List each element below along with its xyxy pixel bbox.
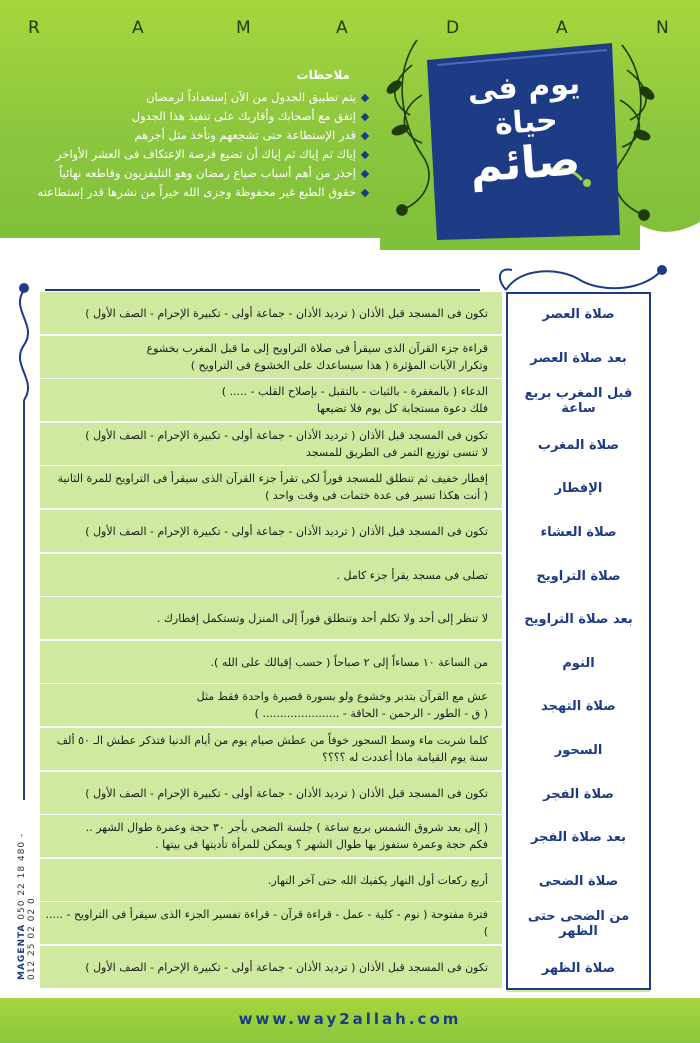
schedule-description <box>40 336 502 380</box>
print-code <box>17 820 37 980</box>
schedule-time-label: صلاة الظهر <box>507 946 650 992</box>
footer-url-link[interactable]: www.way2allah.com <box>238 1010 462 1028</box>
note-item: يتم تطبيق الجدول من الآن إستعداداً لرمضان <box>40 88 370 107</box>
schedule-description-line: ( إلى بعد شروق الشمس بربع ساعة ) جلسة الضحى بأجر ٣٠ حجة وعمرة طوال الشهر .. <box>85 821 488 834</box>
schedule-description-line: فلك دعوة مستجابة كل يوم فلا تضيعها <box>316 402 488 415</box>
notes-panel <box>37 68 370 202</box>
schedule-description-line: الدعاء ( بالمغفرة - بالثبات - بالتقبل - بإصلاح القلب - ..... ) <box>221 385 488 398</box>
schedule-description-line: تصلى فى مسجد يقرأ جزء كامل . <box>336 568 488 582</box>
schedule-description-line: تكون فى المسجد قبل الأذان ( ترديد الأذان - جماعة أولى - تكبيرة الإحرام - الصف الأول ) <box>85 306 488 320</box>
schedule-description <box>40 379 502 423</box>
schedule-description <box>40 772 502 816</box>
schedule-description-line: عش مع القرآن بتدبر وخشوع ولو بسورة قصيرة واحدة فقط مثل <box>196 690 488 703</box>
banner-title-line2: صائم <box>468 134 582 193</box>
schedule-time-label: السحور <box>507 728 650 774</box>
note-item: إحذر من أهم أسباب ضياع رمضان وهو التليفزيون وقاطعه نهائياً <box>40 164 370 183</box>
schedule-description-line: كلما شربت ماء وسط السحور خوفاً من عطش صيام يوم من أيام الدنيا فتذكر عطش الـ ٥٠ ألف <box>56 734 488 747</box>
schedule-time-label: الإفطار <box>507 466 650 512</box>
note-item: إتفق مع أصحابك وأقاربك على تنفيذ هذا الجدول <box>40 107 370 126</box>
schedule-description-line: لا تنسى توزيع التمر فى الطريق للمسجد <box>306 446 488 459</box>
schedule-time-label: صلاة التراويح <box>507 554 650 600</box>
schedule-description-line: تكون فى المسجد قبل الأذان ( ترديد الأذان - جماعة أولى - تكبيرة الإحرام - الصف الأول ) <box>85 524 488 538</box>
schedule-description <box>40 641 502 685</box>
schedule-time-label: صلاة التهجد <box>507 684 650 730</box>
notes-title: ملاحظات <box>296 68 350 82</box>
schedule-description <box>40 684 502 728</box>
schedule-description <box>40 423 502 467</box>
schedule-description-line: سنة يوم القيامة ماذا أعددت له ؟؟؟؟ <box>322 751 488 764</box>
schedule-time-label: من الضحى حتى الظهر <box>507 902 650 948</box>
notes-list <box>37 88 370 202</box>
schedule-description-line: فترة مفتوحة ( نوم - كلية - عمل - قراءة قرآن - قراءة تفسير الجزء الذى سيقرأ فى التراويح - ..... ) <box>45 908 488 938</box>
schedule-description-line: قراءة جزء القرآن الذى سيقرأ فى صلاة التراويح إلى ما قبل المغرب بخشوع <box>146 342 488 355</box>
schedule-time-label: صلاة الضحى <box>507 859 650 905</box>
note-item: حقوق الطبع غير محفوظة وجزى الله خيراً من نشرها قدر إستطاعته <box>40 183 370 202</box>
schedule-description-line: تكون فى المسجد قبل الأذان ( ترديد الأذان - جماعة أولى - تكبيرة الإحرام - الصف الأول ) <box>85 960 488 974</box>
schedule-description-line: من الساعة ١٠ مساءاً إلى ٢ صباحاً ( حسب إقبالك على الله ). <box>210 655 488 669</box>
schedule-time-label: صلاة العصر <box>507 292 650 338</box>
banner-title-line1: يوم فى حياة <box>466 66 582 143</box>
note-item: قدر الإستطاعة حتى تشجعهم وتأخذ مثل أجرهم <box>40 126 370 145</box>
schedule-time-label: صلاة المغرب <box>507 423 650 469</box>
table-top-ornament-icon <box>40 262 680 296</box>
note-item: إياك ثم إياك ثم إياك أن تضيع فرصة الإعتكاف فى العشر الأواخر <box>40 145 370 164</box>
ornament-left-icon <box>385 40 429 215</box>
schedule-description <box>40 554 502 598</box>
schedule-description <box>40 902 502 946</box>
ramadan-letter: A <box>132 18 146 38</box>
ornament-right-icon <box>615 45 656 220</box>
schedule-description-line: تكون فى المسجد قبل الأذان ( ترديد الأذان - جماعة أولى - تكبيرة الإحرام - الصف الأول ) <box>85 786 488 800</box>
schedule-description-line: ( أنت هكذا تسير فى عدة ختمات فى وقت واحد ) <box>265 489 488 502</box>
schedule-description-line: وتكرار الآيات المؤثرة ( هذا سيساعدك على الخشوع فى التراويح ) <box>190 359 488 372</box>
schedule-time-label: بعد صلاة الفجر <box>507 815 650 861</box>
schedule-description <box>40 815 502 859</box>
schedule-description <box>40 466 502 510</box>
schedule-description <box>40 728 502 772</box>
schedule-time-label: النوم <box>507 641 650 687</box>
schedule-description-line: ( ق - الطور - الرحمن - الحاقة - ...................... ) <box>254 707 488 720</box>
schedule-time-label: قبل المغرب بربع ساعة <box>507 379 650 425</box>
schedule-time-label: بعد صلاة التراويح <box>507 597 650 643</box>
schedule-description <box>40 292 502 336</box>
print-code-number: 050 22 18 480 - 012 25 02 02 0 <box>17 832 37 980</box>
schedule-description <box>40 946 502 990</box>
ramadan-letter: M <box>236 18 253 38</box>
schedule-description-line: إفطار خفيف ثم تنطلق للمسجد فوراً لكى تقرأ جزء القرآن الذى سيقرأ فى التراويح للمرة الثانية <box>57 472 488 485</box>
ramadan-letter: A <box>556 18 570 38</box>
print-code-brand: MAGENTA <box>17 923 27 980</box>
ramadan-letter: A <box>336 18 350 38</box>
schedule-time-label: صلاة العشاء <box>507 510 650 556</box>
label-column-border <box>506 292 651 990</box>
schedule-description <box>40 597 502 641</box>
ramadan-letter: D <box>446 18 462 38</box>
header-background <box>0 0 700 250</box>
schedule-time-label: بعد صلاة العصر <box>507 336 650 382</box>
schedule-time-label: صلاة الفجر <box>507 772 650 818</box>
ramadan-letter: N <box>656 18 671 38</box>
schedule-description <box>40 859 502 903</box>
schedule-description <box>40 510 502 554</box>
schedule-description-line: فكم حجة وعمرة ستفوز بها طوال الشهر ؟ ويمكن للمرأة تأديتها فى بيتها . <box>155 838 488 851</box>
schedule-description-line: أربع ركعات أول النهار يكفيك الله حتى آخر النهار. <box>267 873 488 887</box>
schedule-description-line: لا تنظر إلى أحد ولا تكلم أحد وتنطلق فوراً إلى المنزل وتستكمل إفطارك . <box>156 611 488 625</box>
ramadan-letter: R <box>28 18 42 38</box>
schedule-description-line: تكون فى المسجد قبل الأذان ( ترديد الأذان - جماعة أولى - تكبيرة الإحرام - الصف الأول ) <box>85 429 488 442</box>
